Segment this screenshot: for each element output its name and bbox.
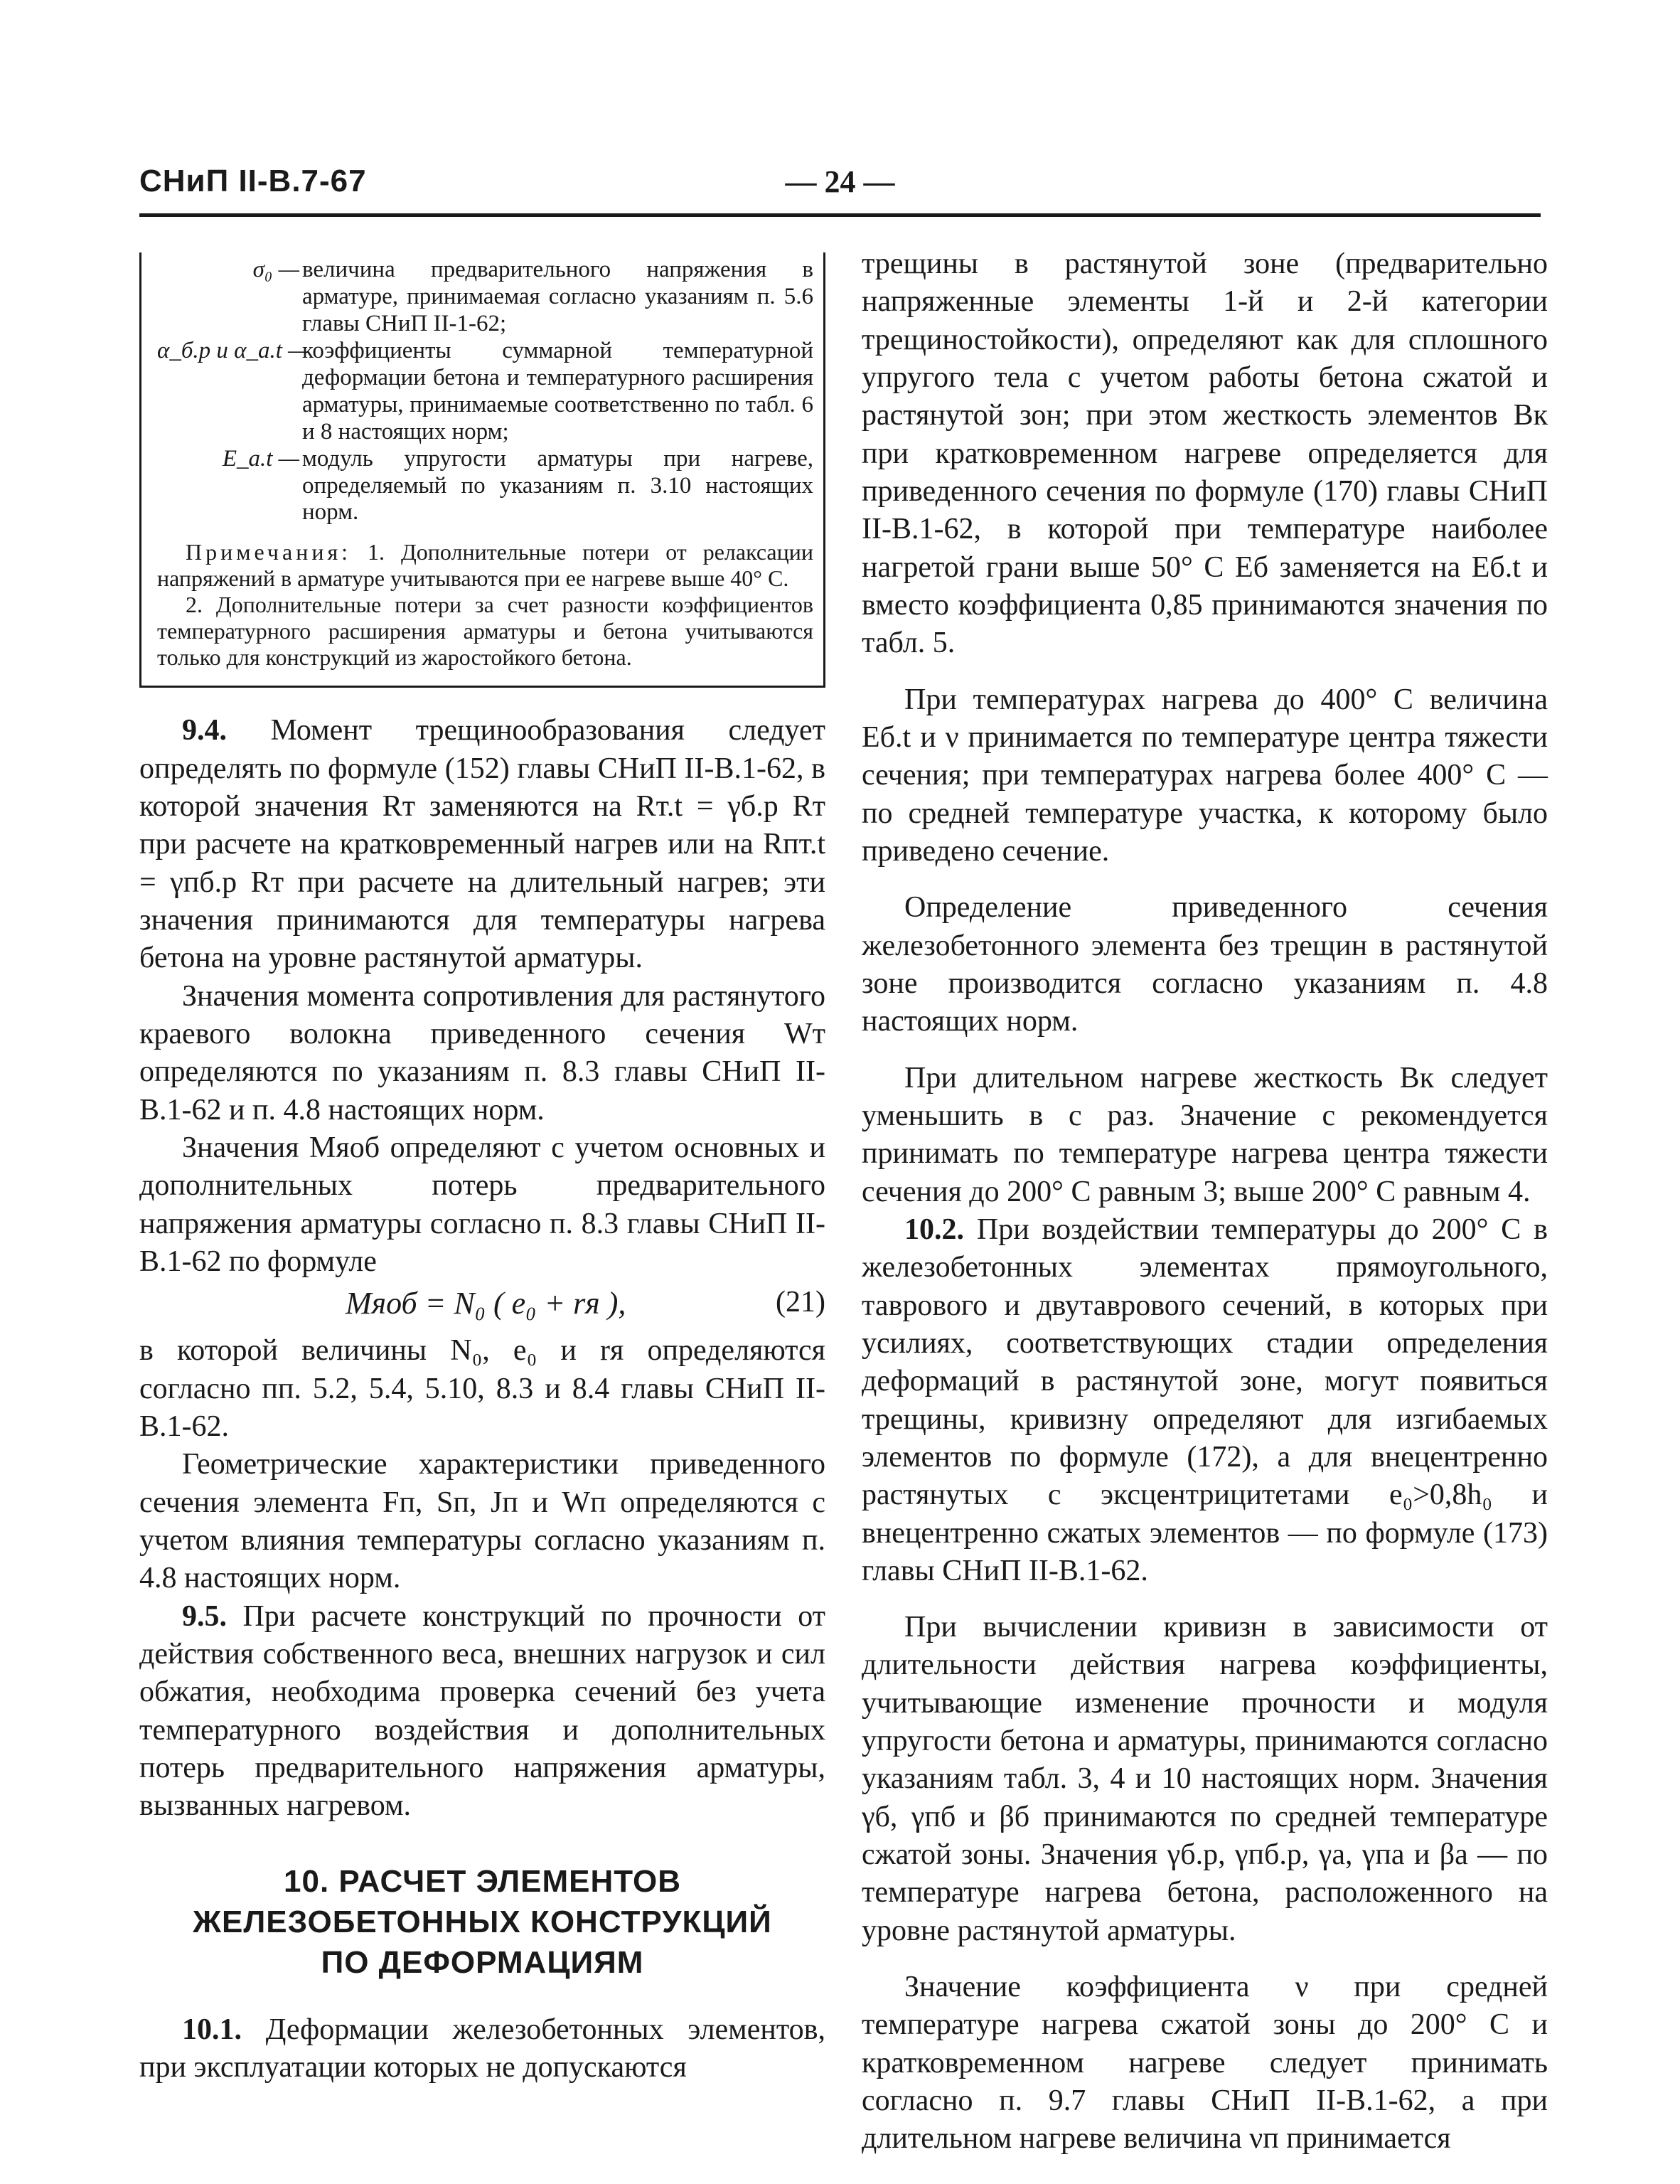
legend-symbol: E_a.t — <box>222 445 299 472</box>
header-rule <box>139 213 1541 217</box>
legend-description: модуль упругости арматуры при нагреве, определяемый по указаниям п. 3.10 настоящих норм. <box>302 445 813 526</box>
legend-item <box>157 446 813 527</box>
clause-number: 10.1. <box>182 2013 242 2047</box>
paragraph-9-5 <box>139 1598 825 1826</box>
paragraph-400: При температурах нагрева до 400° С величина Eб.t и ν принимается по температуре центра тяжести сечения; при температурах нагрева более 400° С — по средней температуре участка, к которому было приведено сечение. <box>862 683 1548 868</box>
paragraph-text: Деформации железобетонных элементов, при эксплуатации которых не допускаются <box>139 2013 825 2084</box>
paragraph-nu: Значение коэффициента ν при средней температуре нагрева сжатой зоны до 200° С и кратковременном нагреве следует принимать согласно п. 9.7 главы СНиП II-В.1-62, а при длительном нагреве величина νп принимается <box>862 1971 1548 2156</box>
notes <box>157 539 813 670</box>
note-1-text: 1. Дополнительные потери от релаксации напряжений в арматуре учитываются при ее нагреве выше 40° С. <box>157 539 814 592</box>
paragraph-wt: Значения момента сопротивления для растянутого краевого волокна приведенного сечения Wт определяются по указаниям п. 8.3 главы СНиП II-В.1-62 и п. 4.8 настоящих норм. <box>139 979 825 1126</box>
note-2: 2. Дополнительные потери за счет разности коэффициентов температурного расширения арматуры и бетона учитываются только для конструкций из жаростойкого бетона. <box>157 591 813 670</box>
paragraph-10-1 <box>139 2011 825 2087</box>
page-header <box>139 164 1541 213</box>
section-heading-line: ПО ДЕФОРМАЦИЯМ <box>321 1944 644 1980</box>
paragraph-geometry: Геометрические характеристики приведенного сечения элемента Fп, Sп, Jп и Wп определяются с учетом влияния температуры согласно указаниям п. 4.8 настоящих норм. <box>139 1448 825 1595</box>
clause-number: 9.5. <box>182 1599 227 1633</box>
paragraph-continuation: трещины в растянутой зоне (предварительно напряженные элементы 1-й и 2-й категории трещиностойкости), определяют как для сплошного упругого тела с учетом работы бетона сжатой и растянутой зон; при этом жесткость элементов Bк при кратковременном нагреве определяется для приведенного сечения по формуле (170) главы СНиП II-В.1-62, в которой при температуре наиболее нагретой грани выше 50° С Eб заменяется на Eб.t и вместо коэффициента 0,85 принимаются значения по табл. 5. <box>862 247 1548 660</box>
right-column <box>862 245 1548 2158</box>
formula-21 <box>139 1284 825 1328</box>
paragraph-text: При расчете конструкций по прочности от действия собственного веса, внешних нагрузок и сил обжатия, необходима проверка сечений без учета температурного воздействия и дополнительных потерь предварительного напряжения арматуры, вызванных нагревом. <box>139 1599 826 1823</box>
paragraph-mob: Значения Mяоб определяют с учетом основных и дополнительных потерь предварительного напряжения арматуры согласно п. 8.3 главы СНиП II-В.1-62 по формуле <box>139 1131 825 1278</box>
legend-symbol: σ₀ — <box>252 257 299 282</box>
section-heading-line: ЖЕЛЕЗОБЕТОННЫХ КОНСТРУКЦИЙ <box>193 1904 772 1939</box>
note-1 <box>157 539 813 592</box>
paragraph-after-formula: в которой величины N₀, e₀ и rя определяются согласно пп. 5.2, 5.4, 5.10, 8.3 и 8.4 главы СНиП II-В.1-62. <box>139 1334 825 1443</box>
paragraph-text: Момент трещинообразования следует определять по формуле (152) главы СНиП II-В.1-62, в которой значения Rт заменяются на Rт.t = γб.р Rт при расчете на кратковременный нагрев или на Rпт.t = γпб.р Rт при расчете на длительный нагрев; эти значения принимаются для температуры нагрева бетона на уровне растянутой арматуры. <box>139 714 825 975</box>
paragraph-10-2 <box>862 1211 1548 1590</box>
paragraph-curvature: При вычислении кривизн в зависимости от длительности действия нагрева коэффициенты, учитывающие изменение прочности и модуля упругости бетона и арматуры, принимаются согласно указаниям табл. 3, 4 и 10 настоящих норм. Значения γб, γпб и βб принимаются по средней температуре сжатой зоны. Значения γб.р, γпб.р, γа, γпа и βа — по температуре нагрева бетона, расположенного на уровне растянутой арматуры. <box>862 1611 1548 1947</box>
legend-item <box>157 338 813 446</box>
clause-number: 9.4. <box>182 714 227 747</box>
paragraph-text: При воздействии температуры до 200° С в железобетонных элементах прямоугольного, таврового и двутаврового сечений, в которых при усилиях, соответствующих стадии определения деформаций в растянутой зоне, могут появиться трещины, кривизну определяют для изгибаемых элементов по формуле (172), а для внецентренно растянутых с эксцентрицитетами e₀>0,8h₀ и внецентренно сжатых элементов — по формуле (173) главы СНиП II-В.1-62. <box>862 1213 1548 1587</box>
legend-symbol: α_б.р и α_а.t — <box>157 337 309 363</box>
formula-number: (21) <box>776 1286 825 1319</box>
legend-item <box>157 257 813 338</box>
clause-number: 10.2. <box>904 1213 964 1246</box>
paragraph-definition: Определение приведенного сечения железобетонного элемента без трещин в растянутой зоне производится согласно указаниям п. 4.8 настоящих норм. <box>862 891 1548 1038</box>
legend-description: величина предварительного напряжения в арматуре, принимаемая согласно указаниям п. 5.6 главы СНиП II-1-62; <box>302 257 813 336</box>
page-number: — 24 — <box>785 164 895 199</box>
section-heading-line: 10. РАСЧЕТ ЭЛЕМЕНТОВ <box>284 1863 681 1899</box>
formula-expression: Mяоб = N₀ ( e₀ + rя ), <box>346 1286 626 1321</box>
paragraph-9-4 <box>139 712 825 977</box>
legend-description: коэффициенты суммарной температурной деформации бетона и температурного расширения арматуры, принимаемые соответственно по табл. 6 и 8 настоящих норм; <box>302 337 813 444</box>
paragraph-long-heating: При длительном нагреве жесткость Bк следует уменьшить в c раз. Значение c рекомендуется принимать по температуре нагрева центра тяжести сечения до 200° С равным 3; выше 200° С равным 4. <box>862 1061 1548 1208</box>
document-code: СНиП II-В.7-67 <box>139 164 367 198</box>
left-column <box>139 245 825 2087</box>
notes-label: Примечания: <box>186 539 352 565</box>
section-heading <box>139 1861 825 1983</box>
legend-box <box>139 252 825 688</box>
